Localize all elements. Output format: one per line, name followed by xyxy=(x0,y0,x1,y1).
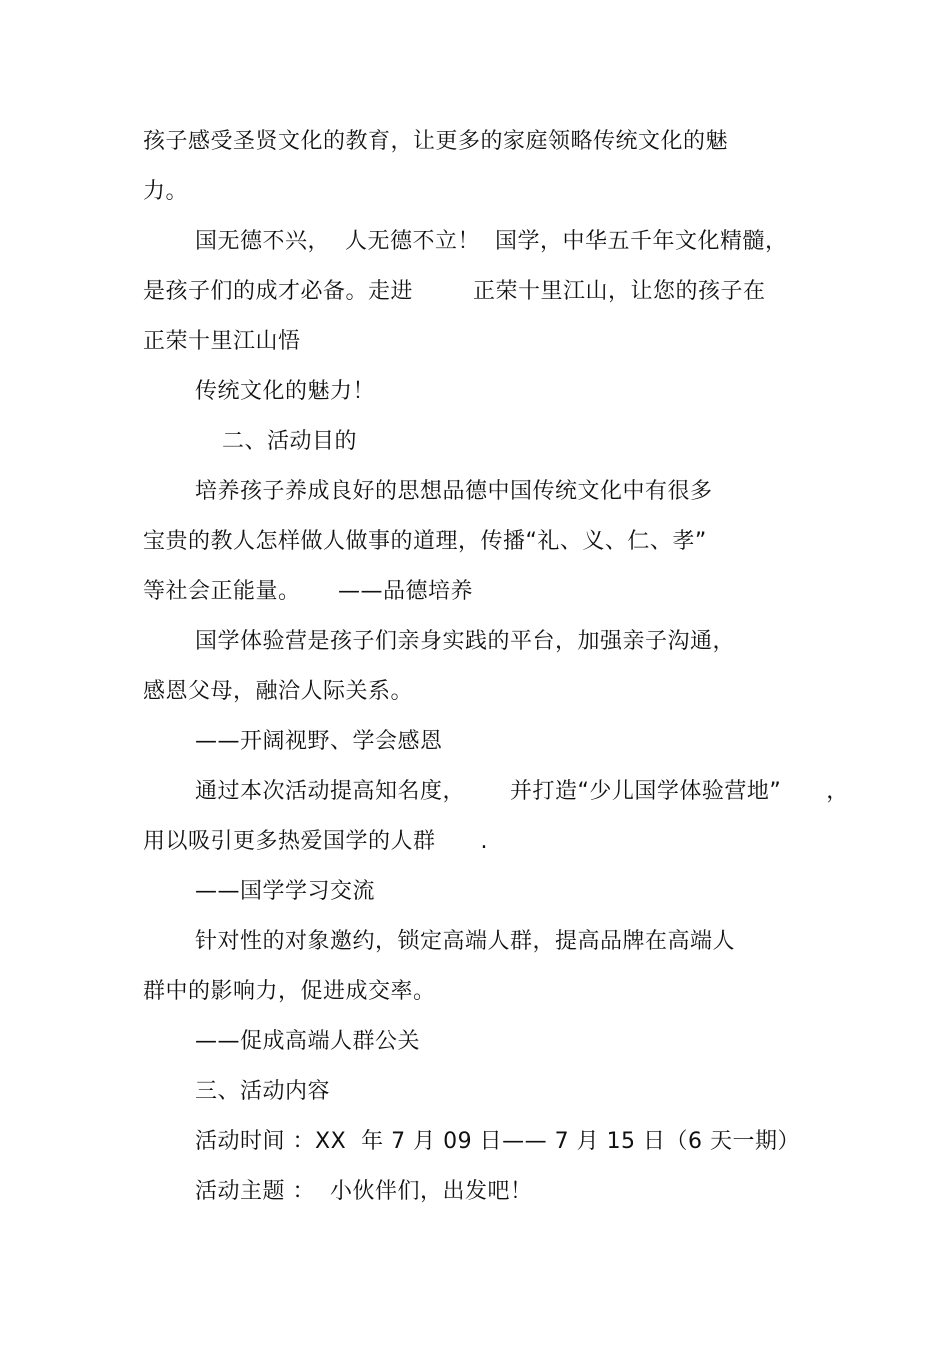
text-line-1: 孩子感受圣贤文化的教育，让更多的家庭领略传统文化的魅 xyxy=(143,129,729,154)
text-line-4: 是孩子们的成才必备。走进 正荣十里江山，让您的孩子在 xyxy=(143,279,766,304)
text-line-9: 宝贵的教人怎样做人做事的道理，传播“礼、义、仁、孝” xyxy=(143,529,707,554)
section-heading-3: 三、活动内容 xyxy=(195,1079,331,1104)
text-line-10: 等社会正能量。 ——品德培养 xyxy=(143,579,473,604)
text-line-13: ——开阔视野、学会感恩 xyxy=(195,729,443,754)
text-line-16: ——国学学习交流 xyxy=(195,879,376,904)
section-heading-2: 二、活动目的 xyxy=(222,429,358,454)
text-line-6: 传统文化的魅力！ xyxy=(195,379,376,404)
text-line-12: 感恩父母，融洽人际关系。 xyxy=(143,679,414,704)
text-line-19: ——促成高端人群公关 xyxy=(195,1029,421,1054)
text-line-14: 通过本次活动提高知名度， 并打造“少儿国学体验营地” ， xyxy=(195,779,849,804)
text-line-3: 国无德不兴， 人无德不立！ 国学，中华五千年文化精髓， xyxy=(195,229,788,254)
text-line-18: 群中的影响力，促进成交率。 xyxy=(143,979,436,1004)
text-line-8: 培养孩子养成良好的思想品德中国传统文化中有很多 xyxy=(195,479,713,504)
activity-time-line: 活动时间 ：XX 年 7 月 09 日—— 7 月 15 日（6 天一期） xyxy=(195,1129,801,1154)
text-line-5: 正荣十里江山悟 xyxy=(143,329,301,354)
text-line-11: 国学体验营是孩子们亲身实践的平台，加强亲子沟通， xyxy=(195,629,736,654)
text-line-17: 针对性的对象邀约，锁定高端人群，提高品牌在高端人 xyxy=(195,929,736,954)
activity-theme-line: 活动主题 ： 小伙伴们，出发吧！ xyxy=(195,1179,533,1204)
text-line-15: 用以吸引更多热爱国学的人群 . xyxy=(143,829,488,854)
text-line-2: 力。 xyxy=(143,179,189,204)
